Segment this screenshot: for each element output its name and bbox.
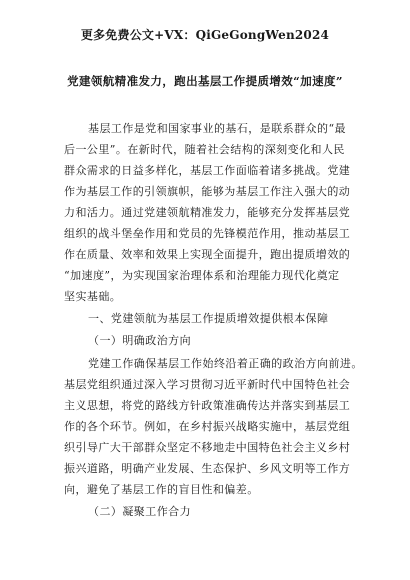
paragraph-line: 群众需求的日益多样化，基层工作面临着诸多挑战。党建 (64, 164, 351, 177)
promo-header: 更多免费公文+VX：QiGeGongWen2024 (80, 28, 330, 42)
paragraph-line: 坚实基础。 (64, 290, 122, 303)
paragraph-line: 组织的战斗堡垒作用和党员的先锋模范作用，推动基层工 (64, 227, 351, 240)
paragraph-line: 后一公里”。在新时代，随着社会结构的深刻变化和人民 (64, 143, 345, 156)
paragraph-line: 作的各个环节。例如，在乡村振兴战略实施中，基层党组 (64, 420, 351, 433)
paragraph-line: “加速度”，为实现国家治理体系和治理能力现代化奠定 (64, 269, 340, 282)
paragraph-line: 力和活力。通过党建领航精准发力，能够充分发挥基层党 (64, 206, 351, 219)
subsection-heading: （一）明确政治方向 (88, 334, 192, 347)
document-title: 党建领航精准发力，跑出基层工作提质增效“加速度” (67, 74, 343, 88)
paragraph-line: 织引导广大干部群众坚定不移地走中国特色社会主义乡村 (64, 441, 351, 454)
paragraph-line: 作为基层工作的引领旗帜，能够为基层工作注入强大的动 (64, 185, 351, 198)
paragraph-line: 振兴道路，明确产业发展、生态保护、乡风文明等工作方 (64, 462, 351, 475)
paragraph-line: 向，避免了基层工作的盲目性和偏差。 (64, 483, 259, 496)
paragraph-line: 基层党组织通过深入学习贯彻习近平新时代中国特色社会 (64, 378, 351, 391)
paragraph-line: 主义思想，将党的路线方针政策准确传达并落实到基层工 (64, 399, 351, 412)
paragraph-line: 基层工作是党和国家事业的基石，是联系群众的“最 (88, 122, 346, 135)
section-heading: 一、党建领航为基层工作提质增效提供根本保障 (88, 312, 329, 325)
subsection-heading: （二）凝聚工作合力 (88, 505, 192, 518)
paragraph-line: 作在质量、效率和效果上实现全面提升，跑出提质增效的 (64, 248, 351, 261)
paragraph-line: 党建工作确保基层工作始终沿着正确的政治方向前进。 (88, 357, 363, 370)
